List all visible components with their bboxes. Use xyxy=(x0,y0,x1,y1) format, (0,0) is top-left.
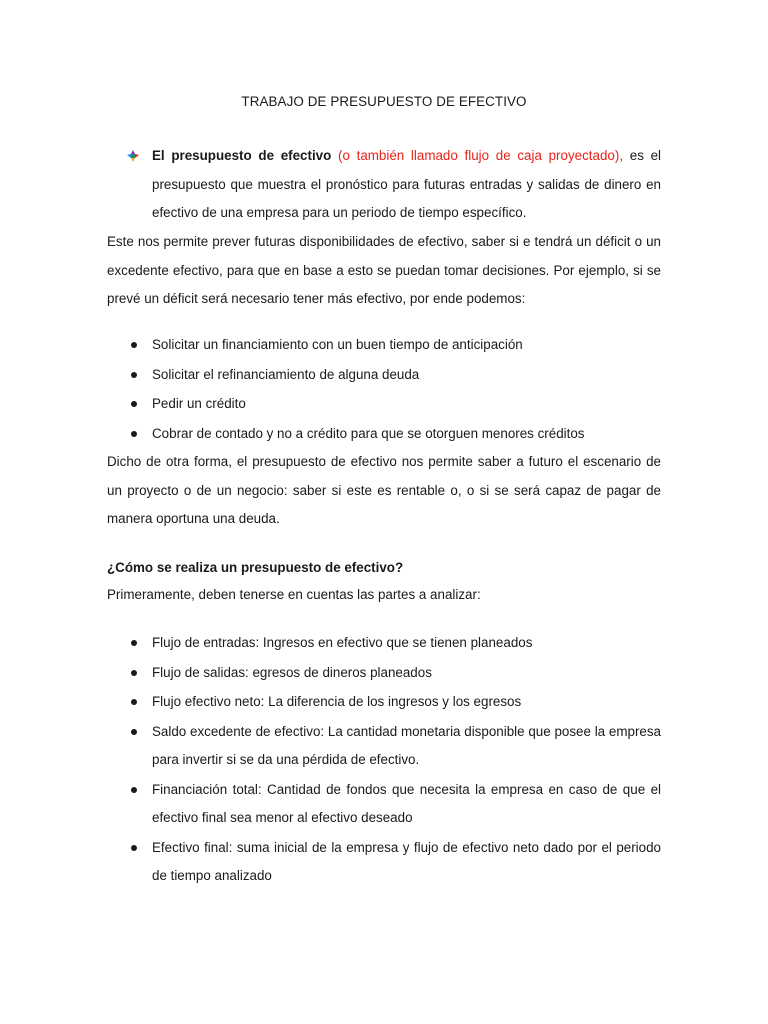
list-item xyxy=(107,659,661,688)
paragraph-3: Primeramente, deben tenerse en cuentas las partes a analizar: xyxy=(107,587,481,602)
list-item-text: Cobrar de contado y no a crédito para que se otorguen menores créditos xyxy=(152,425,585,441)
bullet-dot-icon xyxy=(131,787,137,793)
list-item-text: Efectivo final: suma inicial de la empresa y flujo de efectivo neto dado por el periodo de tiempo analizado xyxy=(152,839,661,883)
list-item-text: Pedir un crédito xyxy=(152,396,246,411)
intro-paragraph xyxy=(152,142,661,228)
paragraph-2: Dicho de otra forma, el presupuesto de efectivo nos permite saber a futuro el escenario de un proyecto o de un negocio: saber si este es rentable o, o si se será capaz de pagar de manera oportuna una deuda. xyxy=(107,454,661,526)
list-item xyxy=(107,776,661,833)
list-item xyxy=(107,361,661,390)
list-item-text: Flujo de entradas: Ingresos en efectivo que se tienen planeados xyxy=(152,635,533,650)
bullet-dot-icon xyxy=(131,699,137,705)
bullet-dot-icon xyxy=(131,640,137,646)
bullet-dot-icon xyxy=(131,845,137,851)
bullet-dot-icon xyxy=(131,372,137,378)
list-item-text: Financiación total: Cantidad de fondos que necesita la empresa en caso de que el efectivo final sea menor al efectivo deseado xyxy=(152,781,661,825)
list-item xyxy=(107,629,661,658)
bullet-dot-icon xyxy=(131,431,137,437)
list-item xyxy=(107,718,661,775)
bullet-dot-icon xyxy=(131,401,137,407)
list-item-text: Flujo efectivo neto: La diferencia de los ingresos y los egresos xyxy=(152,694,522,709)
list-item-text: Flujo de salidas: egresos de dineros planeados xyxy=(152,664,432,680)
section-heading: ¿Cómo se realiza un presupuesto de efectivo? xyxy=(107,560,404,575)
bullet-list-2 xyxy=(107,629,661,892)
list-item-text: Solicitar un financiamiento con un buen tiempo de anticipación xyxy=(152,337,523,352)
intro-rest: es el presupuesto que muestra el pronóstico para futuras entradas y salidas de dinero en efectivo de una empresa para un periodo de tiempo específico. xyxy=(152,148,662,220)
page-title: TRABAJO DE PRESUPUESTO DE EFECTIVO xyxy=(241,94,527,109)
intro-bold-term: El presupuesto de efectivo xyxy=(152,148,332,163)
list-item-text: Solicitar el refinanciamiento de alguna deuda xyxy=(152,366,420,382)
list-item xyxy=(107,390,661,419)
list-item-text: Saldo excedente de efectivo: La cantidad monetaria disponible que posee la empresa para invertir si se da una pérdida de efectivo. xyxy=(152,723,661,767)
intro-red-aside: (o también llamado flujo de caja proyectado), xyxy=(338,148,624,163)
arrow-bullet-icon xyxy=(127,150,139,162)
bullet-list-1 xyxy=(107,331,661,449)
list-item xyxy=(107,834,661,891)
list-item xyxy=(107,420,661,449)
bullet-dot-icon xyxy=(131,729,137,735)
list-item xyxy=(107,688,661,717)
paragraph-1: Este nos permite prever futuras disponibilidades de efectivo, saber si e tendrá un déficit o un excedente efectivo, para que en base a esto se puedan tomar decisiones. Por ejemplo, si se prevé un déficit será necesario tener más efectivo, por ende podemos: xyxy=(107,234,661,306)
list-item xyxy=(107,331,661,360)
bullet-dot-icon xyxy=(131,670,137,676)
bullet-dot-icon xyxy=(131,342,137,348)
